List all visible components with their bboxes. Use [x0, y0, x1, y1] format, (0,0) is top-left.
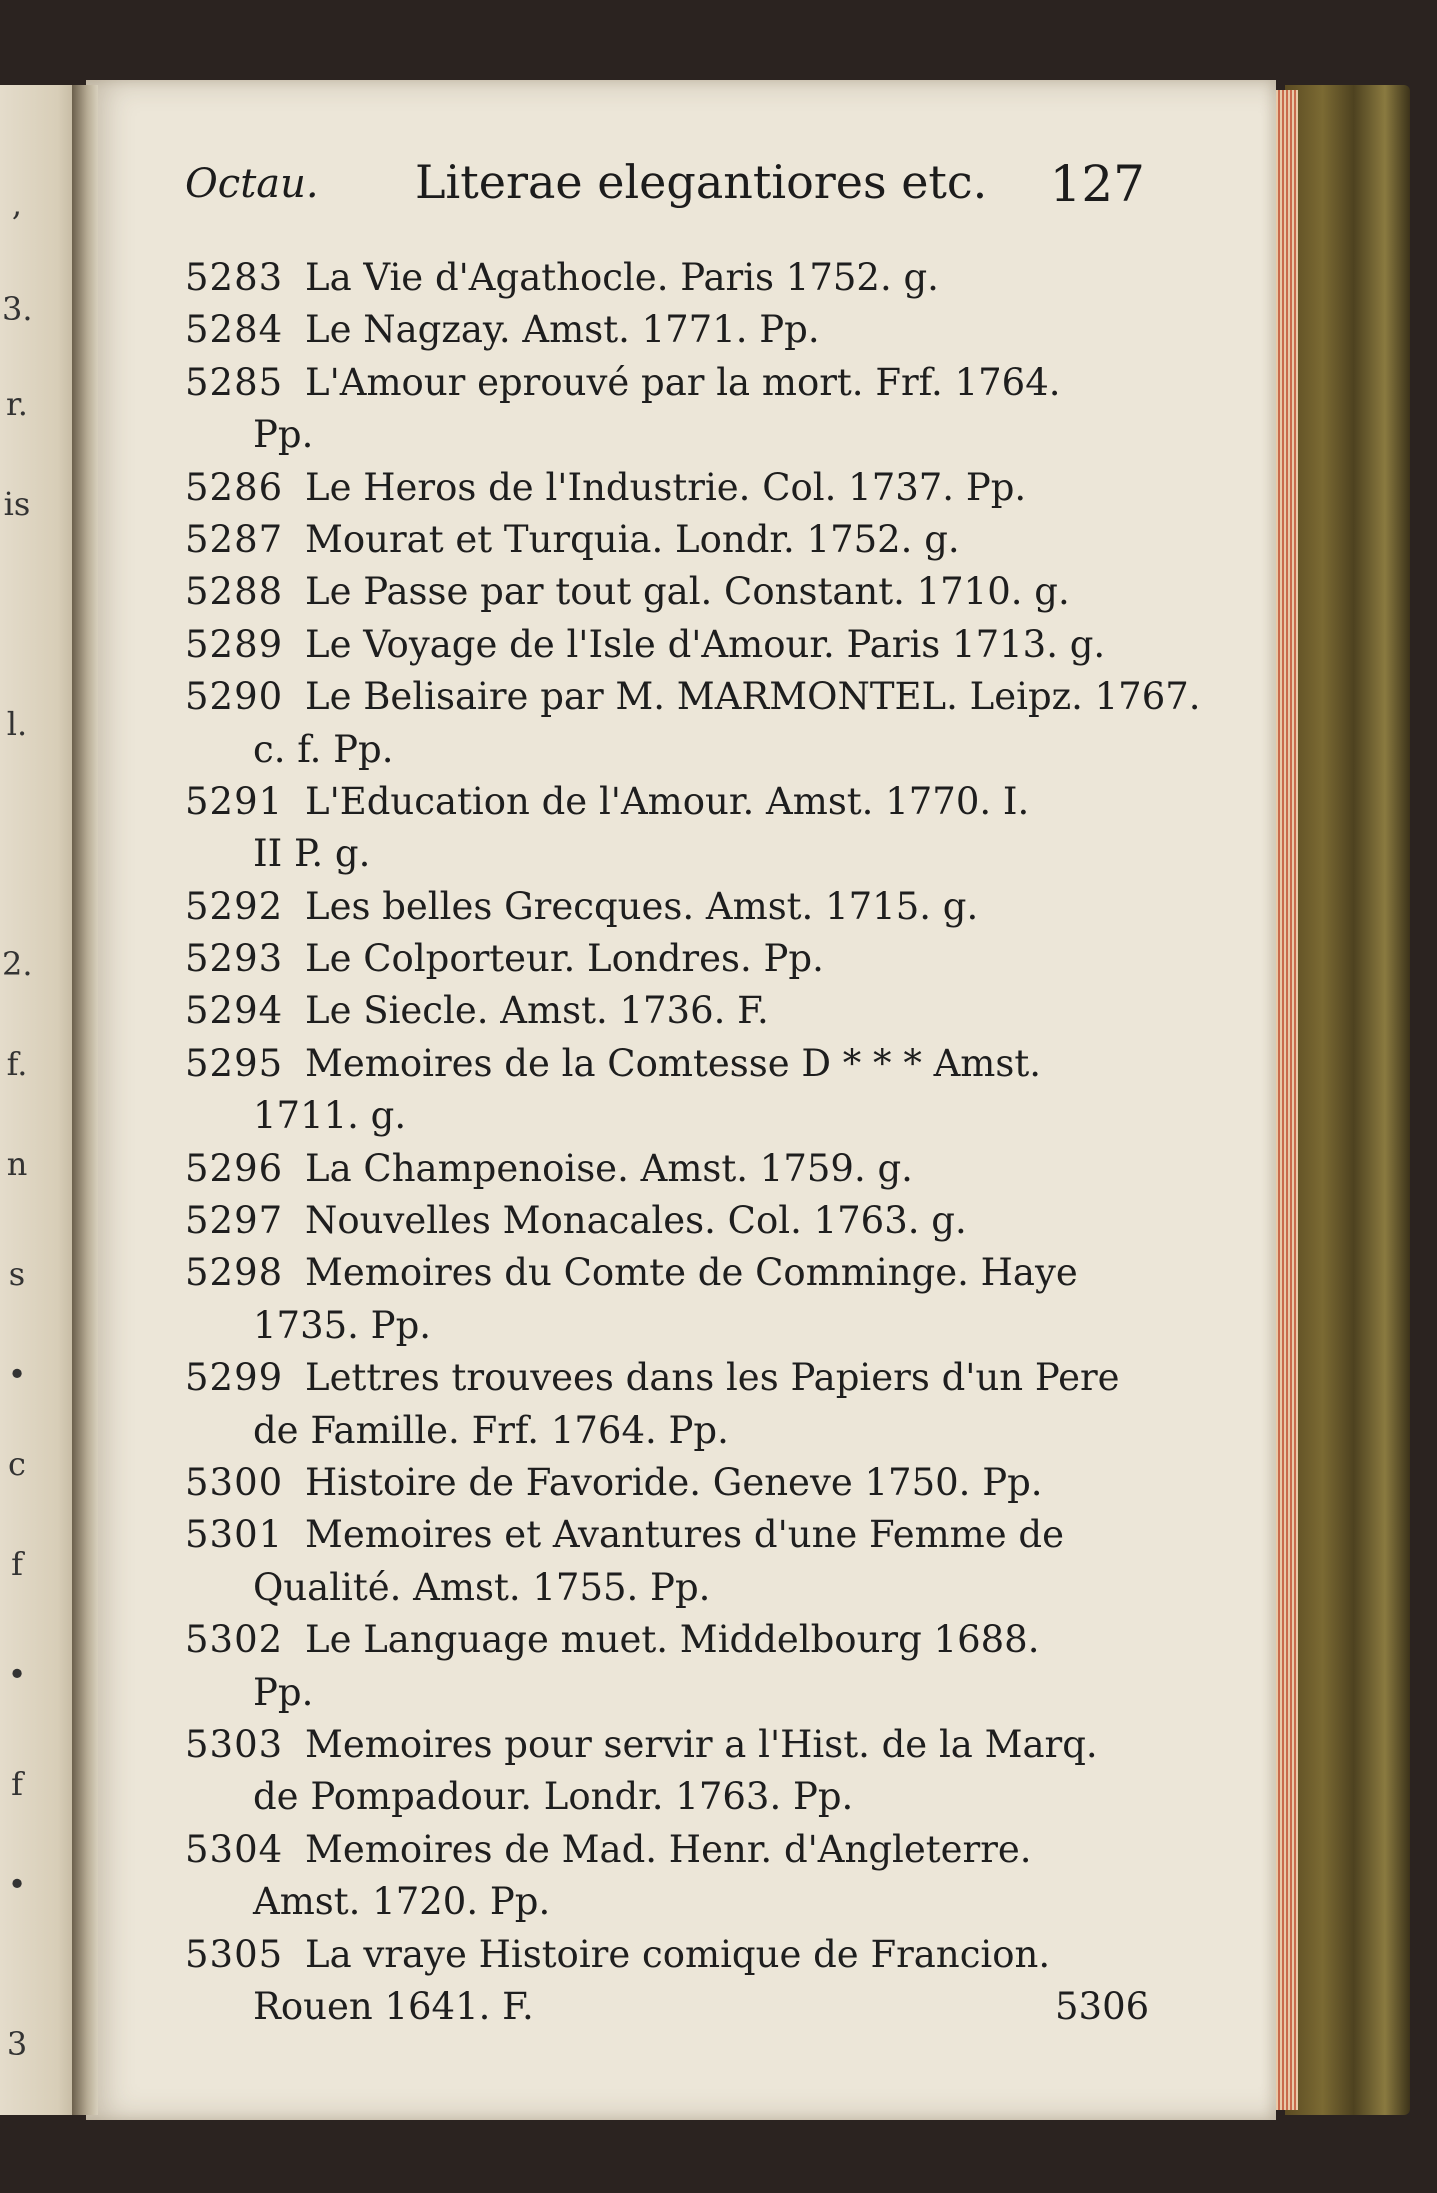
header-section-title: Literae elegantiores etc.: [415, 155, 988, 209]
entry-line: [185, 1719, 1150, 1771]
facing-page-glyph: n: [6, 1145, 28, 1183]
entry-continuation: Pp.: [253, 1670, 314, 1714]
entry-line: [185, 462, 1150, 514]
catalogue-entries: [185, 252, 1201, 2033]
running-header: [185, 155, 1145, 225]
entry-line: [185, 776, 1150, 828]
entry-line: [185, 1143, 1150, 1195]
facing-page-glyph: ,: [11, 185, 23, 223]
facing-page-glyph: f.: [6, 1045, 28, 1083]
entry-line: [185, 357, 1150, 409]
entry-continuation: de Pompadour. Londr. 1763. Pp.: [253, 1775, 854, 1819]
facing-page-glyph: •: [7, 1655, 27, 1693]
entry-number: 5305: [185, 1932, 284, 1976]
entry-line: [185, 1509, 1150, 1561]
entry-number: 5285: [185, 360, 284, 404]
entry-number: 5296: [185, 1146, 284, 1190]
facing-page-glyph: f: [11, 1545, 23, 1583]
entry-line: [185, 1247, 1150, 1299]
entry-continuation: II P. g.: [253, 832, 371, 876]
facing-page-glyph: s: [8, 1255, 26, 1293]
entry-continuation: Pp.: [253, 413, 314, 457]
entry-title: La Vie d'Agathocle. Paris 1752. g.: [305, 256, 939, 299]
entry-title: Memoires et Avantures d'une Femme de: [305, 1513, 1065, 1557]
entry-title: Nouvelles Monacales. Col. 1763. g.: [305, 1199, 967, 1243]
entry-continuation: 1711. g.: [253, 1094, 407, 1138]
entry-number: 5289: [185, 622, 284, 666]
entry-line: [185, 985, 1150, 1037]
entry-line: [185, 1195, 1150, 1247]
entry-line: [185, 1352, 1150, 1404]
entry-title: Mourat et Turquia. Londr. 1752. g.: [305, 517, 960, 561]
entry-continuation: Qualité. Amst. 1755. Pp.: [253, 1565, 711, 1609]
entry-title: L'Amour eprouvé par la mort. Frf. 1764.: [305, 360, 1061, 404]
entry-number: 5298: [185, 1251, 284, 1295]
left-page-strip: [0, 85, 82, 2115]
facing-page-glyph: 3.: [2, 290, 33, 328]
entry-title: Le Siecle. Amst. 1736. F.: [305, 989, 769, 1033]
facing-page-glyph: f: [11, 1765, 23, 1803]
entry-number: 5303: [185, 1722, 284, 1766]
entry-continuation: Amst. 1720. Pp.: [253, 1880, 551, 1924]
entry-line: [185, 514, 1150, 566]
entry-title: Le Passe par tout gal. Constant. 1710. g.: [305, 570, 1070, 614]
entry-title: Memoires pour servir a l'Hist. de la Marq.: [305, 1722, 1098, 1766]
catchword: 5306: [1055, 1985, 1150, 2028]
facing-page-glyph: r.: [6, 385, 28, 423]
entry-number: 5291: [185, 779, 284, 823]
entry-title: Le Belisaire par M. MARMONTEL. Leipz. 1767.: [305, 675, 1201, 719]
facing-page-glyph: 3: [6, 2025, 28, 2063]
facing-page-glyph: •: [7, 1355, 27, 1393]
entry-number: 5294: [185, 989, 284, 1033]
entry-title: Lettres trouvees dans les Papiers d'un Pere: [305, 1356, 1120, 1400]
entry-continuation: Rouen 1641. F.: [253, 1984, 534, 2028]
page-gutter: [72, 85, 98, 2115]
facing-page-glyph: c: [8, 1445, 26, 1483]
facing-page-glyph: 2.: [2, 945, 33, 983]
entry-number: 5287: [185, 517, 284, 561]
entry-continuation: de Famille. Frf. 1764. Pp.: [253, 1408, 729, 1452]
entry-title: Le Heros de l'Industrie. Col. 1737. Pp.: [305, 465, 1027, 509]
entry-number: 5300: [185, 1460, 284, 1504]
entry-line: [185, 933, 1150, 985]
entry-line: [185, 1038, 1150, 1090]
entry-line: [185, 671, 1201, 723]
page-number: 127: [1049, 155, 1145, 213]
entry-number: 5286: [185, 465, 284, 509]
book-cover-edge: [1285, 85, 1410, 2115]
entry-number: 5288: [185, 570, 284, 614]
entry-line: [185, 252, 1150, 304]
facing-page-glyph: l.: [6, 705, 28, 743]
entry-title: Le Nagzay. Amst. 1771. Pp.: [305, 308, 820, 352]
entry-number: 5297: [185, 1199, 284, 1243]
entry-title: L'Education de l'Amour. Amst. 1770. I.: [305, 779, 1030, 823]
entry-continuation: 1735. Pp.: [253, 1303, 432, 1347]
entry-title: Histoire de Favoride. Geneve 1750. Pp.: [305, 1460, 1043, 1504]
entry-title: La vraye Histoire comique de Francion.: [305, 1932, 1051, 1976]
entry-title: Memoires du Comte de Comminge. Haye: [305, 1251, 1078, 1295]
facing-page-glyph: is: [3, 485, 31, 523]
entry-line: [185, 566, 1150, 618]
entry-number: 5295: [185, 1041, 284, 1085]
header-format-label: Octau.: [185, 161, 319, 207]
entry-line: [185, 881, 1150, 933]
entry-number: 5283: [185, 256, 284, 299]
entry-title: Les belles Grecques. Amst. 1715. g.: [305, 884, 979, 928]
entry-title: Le Language muet. Middelbourg 1688.: [305, 1618, 1040, 1662]
entry-continuation: c. f. Pp.: [253, 727, 394, 771]
entry-line: [185, 304, 1150, 356]
entry-number: 5290: [185, 675, 284, 719]
entry-number: 5293: [185, 937, 284, 981]
entry-number: 5292: [185, 884, 284, 928]
entry-number: 5299: [185, 1356, 284, 1400]
entry-title: Memoires de la Comtesse D * * * Amst.: [305, 1041, 1042, 1085]
entry-title: Memoires de Mad. Henr. d'Angleterre.: [305, 1827, 1032, 1871]
entry-line: [185, 1929, 1150, 1981]
facing-page-glyph: •: [7, 1865, 27, 1903]
entry-number: 5301: [185, 1513, 284, 1557]
entry-line: [185, 619, 1150, 671]
entry-title: La Champenoise. Amst. 1759. g.: [305, 1146, 913, 1190]
entry-title: Le Colporteur. Londres. Pp.: [305, 937, 824, 981]
entry-line: [185, 1824, 1150, 1876]
entry-number: 5284: [185, 308, 284, 352]
entry-line: [185, 1457, 1150, 1509]
entry-line: [185, 1614, 1150, 1666]
entry-number: 5302: [185, 1618, 284, 1662]
entry-title: Le Voyage de l'Isle d'Amour. Paris 1713. g.: [305, 622, 1106, 666]
entry-number: 5304: [185, 1827, 284, 1871]
